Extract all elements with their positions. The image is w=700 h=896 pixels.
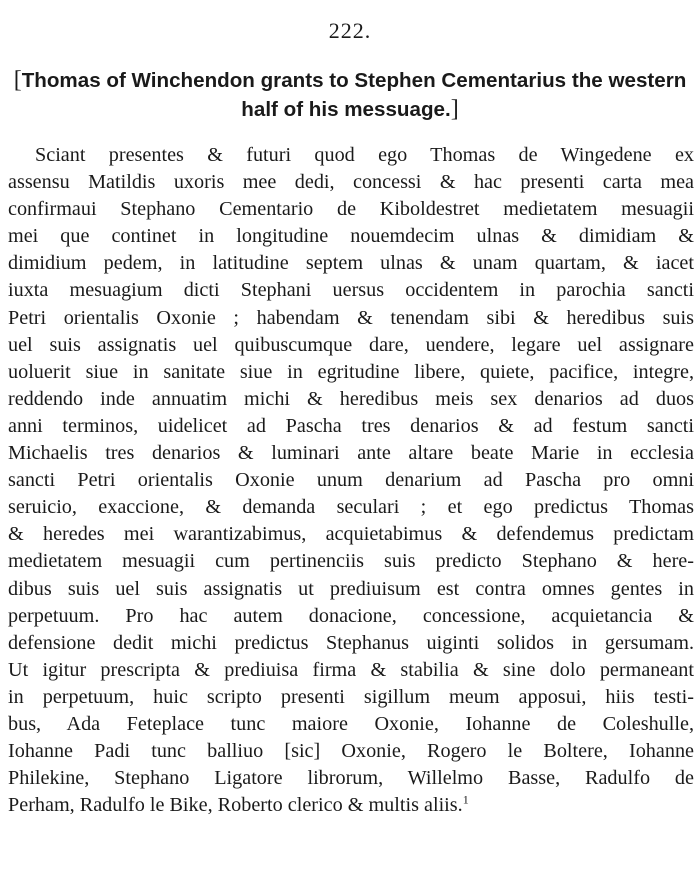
heading-text: Thomas of Winchendon grants to Stephen Cementarius the western half of his messuage.	[21, 69, 687, 121]
body-line: medietatem mesuagii cum pertinenciis suis predicto Stephano & here-	[8, 550, 694, 573]
body-line: Ut igitur prescripta & prediuisa firma & stabilia & sine dolo permaneant	[8, 658, 694, 681]
body-line: Sciant presentes & futuri quod ego Thomas de Wingedene ex	[35, 144, 694, 166]
body-line: dimidium pedem, in latitudine septem ulnas & unam quartam, & iacet	[8, 252, 694, 275]
charter-heading	[6, 66, 694, 124]
body-line: seruicio, exaccione, & demanda seculari ; et ego predictus Thomas	[8, 496, 694, 519]
body-line: uoluerit siue in sanitate siue in egritudine libere, quiete, pacifice, integre,	[8, 360, 694, 383]
body-line: iuxta mesuagium dicti Stephani uersus occidentem in parochia sancti	[8, 279, 694, 302]
body-line: sancti Petri orientalis Oxonie unum denarium ad Pascha pro omni	[8, 469, 694, 492]
body-line-final-text: Perham, Radulfo le Bike, Roberto clerico & multis aliis.	[8, 794, 463, 817]
body-line: perpetuum. Pro hac autem donacione, concessione, acquietancia &	[8, 604, 694, 627]
body-line: Philekine, Stephano Ligatore librorum, Willelmo Basse, Radulfo de	[8, 767, 694, 790]
body-line: assensu Matildis uxoris mee dedi, concessi & hac presenti carta mea	[8, 171, 694, 194]
charter-number: 222.	[328, 18, 372, 43]
body-line: anni terminos, uidelicet ad Pascha tres denarios & ad festum sancti	[8, 414, 694, 437]
body-line: uel suis assignatis uel quibuscumque dare, uendere, legare uel assignare	[8, 333, 694, 356]
body-line: & heredes mei warantizabimus, acquietabimus & defendemus predictam	[8, 523, 694, 546]
body-line: Iohanne Padi tunc balliuo [sic] Oxonie, Rogero le Boltere, Iohanne	[8, 740, 694, 763]
body-line-final	[8, 792, 694, 819]
body-line: reddendo inde annuatim michi & heredibus meis sex denarios ad duos	[8, 387, 694, 410]
heading-open-bracket: [	[13, 67, 22, 93]
footnote-marker: 1	[462, 792, 469, 807]
body-line: Michaelis tres denarios & luminari ante altare beate Marie in ecclesia	[8, 442, 694, 465]
body-line: Petri orientalis Oxonie ; habendam & tenendam sibi & heredibus suis	[8, 306, 694, 329]
body-line: bus, Ada Feteplace tunc maiore Oxonie, Iohanne de Coleshulle,	[8, 712, 694, 735]
body-line: mei que continet in longitudine nouemdecim ulnas & dimidiam &	[8, 225, 694, 248]
body-line: defensione dedit michi predictus Stephanus uiginti solidos in gersumam.	[8, 631, 694, 654]
body-line: dibus suis uel suis assignatis ut prediuisum est contra omnes gentes in	[8, 577, 694, 600]
heading-close-bracket: ]	[450, 96, 459, 122]
charter-body	[8, 142, 694, 819]
body-line: in perpetuum, huic scripto presenti sigillum meum apposui, hiis testi-	[8, 685, 694, 708]
body-line: confirmaui Stephano Cementario de Kiboldestret medietatem mesuagii	[8, 198, 694, 221]
